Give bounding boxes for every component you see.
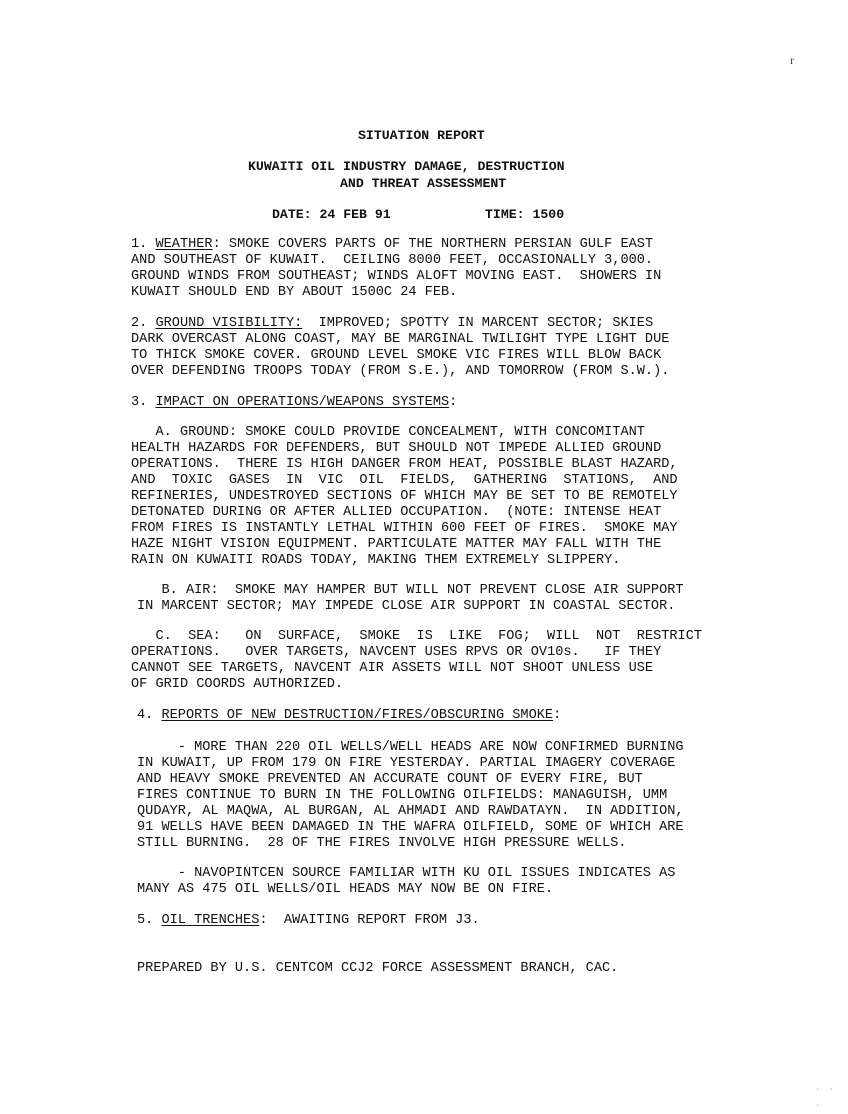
subsection-air: B. AIR: SMOKE MAY HAMPER BUT WILL NOT PREVENT CLOSE AIR SUPPORT IN MARCENT SECTOR; MAY IMPEDE CLOSE AIR SUPPORT IN COASTAL SECTOR. [137, 583, 684, 614]
report-subtitle-line2: AND THREAT ASSESSMENT [340, 176, 507, 191]
section-number: 4. [137, 708, 162, 723]
section-text: : SMOKE COVERS PARTS OF THE NORTHERN PERSIAN GULF EAST [212, 237, 654, 252]
report-date: DATE: 24 FEB 91 [272, 207, 391, 222]
section-oil-trenches [137, 913, 480, 929]
section-heading: GROUND VISIBILITY: [155, 316, 303, 331]
section-text: : [449, 395, 458, 410]
section-reports-heading [137, 708, 561, 724]
report-item-navopintcen: - NAVOPINTCEN SOURCE FAMILIAR WITH KU OIL ISSUES INDICATES AS MANY AS 475 OIL WELLS/OIL HEADS MAY NOW BE ON FIRE. [137, 866, 676, 897]
scan-artifact: · · · [815, 1085, 836, 1110]
section-text: AND SOUTHEAST OF KUWAIT. CEILING 8000 FEET, OCCASIONALLY 3,000. GROUND WINDS FROM SOUTHEAST; WINDS ALOFT MOVING EAST. SHOWERS IN KUWAIT SHOULD END BY ABOUT 1500C 24 FEB. [131, 253, 662, 300]
section-text: : [553, 708, 562, 723]
section-number: 2. [131, 316, 156, 331]
subsection-sea: C. SEA: ON SURFACE, SMOKE IS LIKE FOG; WILL NOT RESTRICT OPERATIONS. OVER TARGETS, NAVCENT USES RPVS OR OV10s. IF THEY CANNOT SEE TARGETS, NAVCENT AIR ASSETS WILL NOT SHOOT UNLESS USE OF GRID COORDS AUTHORIZED. [131, 629, 703, 692]
section-weather [131, 237, 661, 301]
section-heading: OIL TRENCHES [161, 913, 260, 928]
subsection-ground: A. GROUND: SMOKE COULD PROVIDE CONCEALMENT, WITH CONCOMITANT HEALTH HAZARDS FOR DEFENDERS, BUT SHOULD NOT IMPEDE ALLIED GROUND OPERATIONS. THERE IS HIGH DANGER FROM HEAT, POSSIBLE BLAST HAZARD, AND TOXIC GASES IN VIC OIL FIELDS, GATHERING STATIONS, AND REFINERIES, UNDESTROYED SECTIONS OF WHICH MAY BE SET TO BE REMOTELY DETONATED DURING OR AFTER ALLIED OCCUPATION. (NOTE: INTENSE HEAT FROM FIRES IS INSTANTLY LETHAL WITHIN 600 FEET OF FIRES. SMOKE MAY HAZE NIGHT VISION EQUIPMENT. PARTICULATE MATTER MAY FALL WITH THE RAIN ON KUWAITI ROADS TODAY, MAKING THEM EXTREMELY SLIPPERY. [131, 425, 678, 568]
section-text: : AWAITING REPORT FROM J3. [259, 913, 480, 928]
section-number: 1. [131, 237, 156, 252]
prepared-by: PREPARED BY U.S. CENTCOM CCJ2 FORCE ASSESSMENT BRANCH, CAC. [137, 961, 619, 976]
section-text: DARK OVERCAST ALONG COAST, MAY BE MARGINAL TWILIGHT TYPE LIGHT DUE TO THICK SMOKE COVER. GROUND LEVEL SMOKE VIC FIRES WILL BLOW BACK OVER DEFENDING TROOPS TODAY (FROM S.E.), AND TOMORROW (FROM S.W.). [131, 332, 670, 379]
report-item-burning-wells: - MORE THAN 220 OIL WELLS/WELL HEADS ARE NOW CONFIRMED BURNING IN KUWAIT, UP FROM 179 ON FIRE YESTERDAY. PARTIAL IMAGERY COVERAGE AND HEAVY SMOKE PREVENTED AN ACCURATE COUNT OF EVERY FIRE, BUT FIRES CONTINUE TO BURN IN THE FOLLOWING OILFIELDS: MANAGUISH, UMM QUDAYR, AL MAQWA, AL BURGAN, AL AHMADI AND RAWDATAYN. IN ADDITION, 91 WELLS HAVE BEEN DAMAGED IN THE WAFRA OILFIELD, SOME OF WHICH ARE STILL BURNING. 28 OF THE FIRES INVOLVE HIGH PRESSURE WELLS. [137, 740, 684, 851]
section-impact-heading [131, 395, 457, 411]
section-text: IMPROVED; SPOTTY IN MARCENT SECTOR; SKIES [302, 316, 654, 331]
report-title: SITUATION REPORT [358, 128, 485, 143]
report-subtitle-line1: KUWAITI OIL INDUSTRY DAMAGE, DESTRUCTION [248, 159, 565, 174]
section-heading: WEATHER [155, 237, 213, 252]
section-heading: IMPACT ON OPERATIONS/WEAPONS SYSTEMS [155, 395, 450, 410]
section-number: 5. [137, 913, 162, 928]
section-number: 3. [131, 395, 156, 410]
section-heading: REPORTS OF NEW DESTRUCTION/FIRES/OBSCURING SMOKE [161, 708, 554, 723]
corner-mark: r [790, 53, 794, 67]
section-ground-visibility [131, 316, 669, 380]
report-time: TIME: 1500 [485, 207, 565, 222]
